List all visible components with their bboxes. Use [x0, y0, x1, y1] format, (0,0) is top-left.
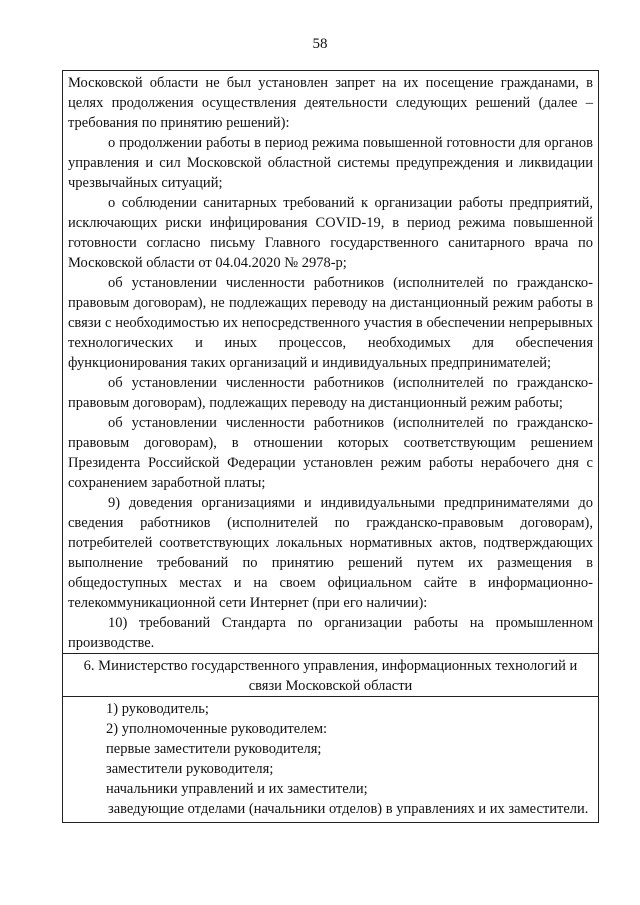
list-item: заместители руководителя; — [106, 761, 274, 777]
document-table — [62, 70, 599, 823]
list-item: заведующие отделами (начальники отделов) в управлениях и их заместители. — [108, 801, 589, 817]
list-item: 2) уполномоченные руководителем: — [106, 721, 328, 737]
paragraph-item-10: 10) требований Стандарта по организации работы на промышленном производстве. — [68, 615, 593, 651]
list-item: начальники управлений и их заместители; — [106, 781, 368, 797]
heading-cell — [63, 653, 598, 696]
paragraph-readiness: о продолжении работы в период режима повышенной готовности для органов управления и сил Московской областной системы предупреждения и ликвидации чрезвычайных ситуаций; — [68, 135, 593, 191]
list-item: первые заместители руководителя; — [106, 741, 322, 757]
paragraph-nonworking-staff: об установлении численности работников (исполнителей по гражданско-правовым договорам), в отношении которых соответствующим решением Президента Российской Федерации установлен режим работы нерабочего дня с сохранением заработной платы; — [68, 415, 593, 491]
paragraph-onsite-staff: об установлении численности работников (исполнителей по гражданско-правовым договорам), не подлежащих переводу на дистанционный режим работы в связи с необходимостью их непосредственного участия в обеспечении непрерывных технологических и иных процессов, необходимых для обеспечения функционирования таких организаций и индивидуальных предпринимателей; — [68, 275, 593, 371]
continuation-cell — [63, 71, 598, 653]
list-item: 1) руководитель; — [106, 701, 209, 717]
paragraph-item-9: 9) доведения организациями и индивидуальными предпринимателями до сведения работников (исполнителей по гражданско-правовым договорам), потребителей соответствующих локальных нормативных актов, подтверждающих выполнение требований по принятию решений путем их размещения в общедоступных местах и на своем официальном сайте в информационно-телекоммуникационной сети Интернет (при его наличии): — [68, 495, 593, 611]
paragraph-remote-staff: об установлении численности работников (исполнителей по гражданско-правовым договорам), подлежащих переводу на дистанционный режим работы; — [68, 375, 593, 411]
paragraph-intro: Московской области не был установлен запрет на их посещение гражданами, в целях продолжения осуществления деятельности следующих решений (далее – требования по принятию решений): — [68, 75, 593, 131]
list-cell — [63, 696, 598, 822]
page-number: 58 — [312, 36, 328, 52]
paragraph-sanitary: о соблюдении санитарных требований к организации работы предприятий, исключающих риски инфицирования COVID-19, в период режима повышенной готовности согласно письму Главного государственного санитарного врача по Московской области от 04.04.2020 № 2978-р; — [68, 195, 593, 271]
section-heading: 6. Министерство государственного управления, информационных технологий и связи Московской области — [83, 658, 578, 694]
